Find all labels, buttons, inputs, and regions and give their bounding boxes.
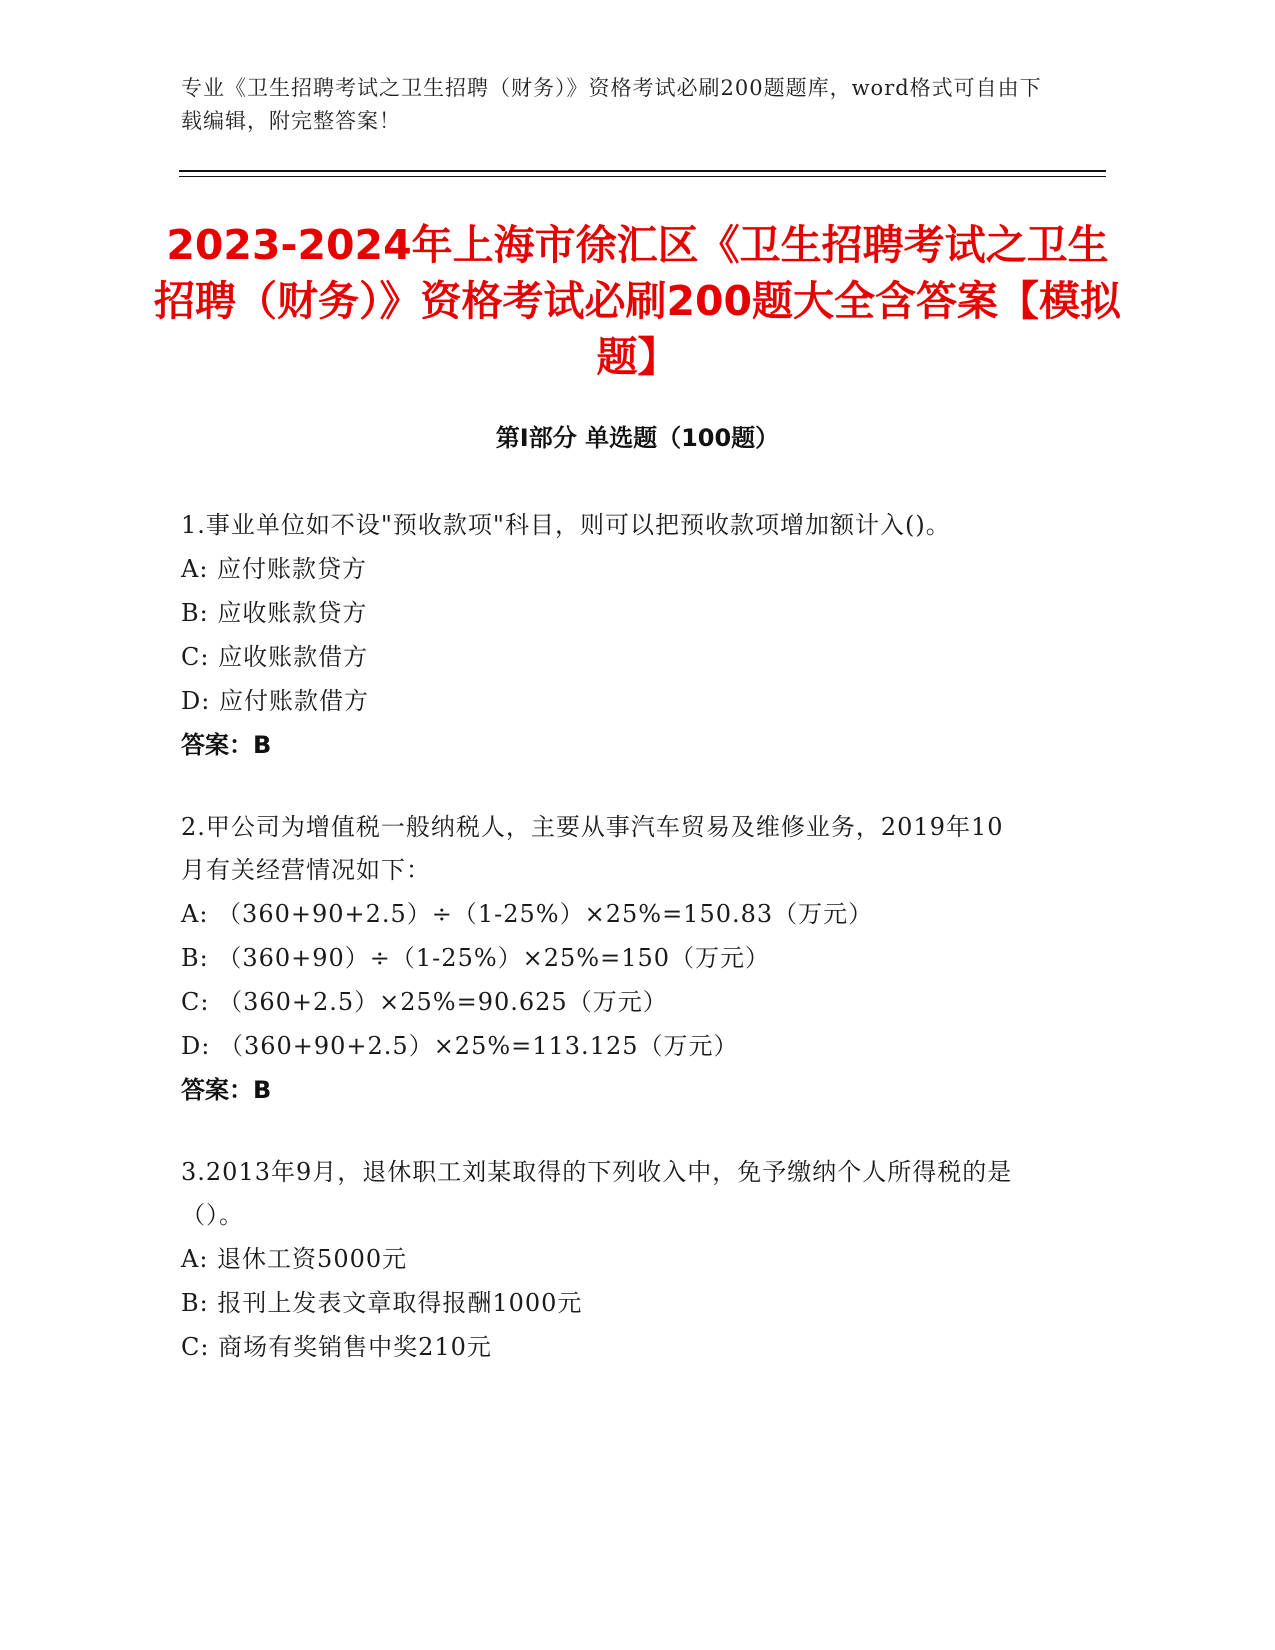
document-title: 2023-2024年上海市徐汇区《卫生招聘考试之卫生招聘（财务）》资格考试必刷200题大全含答案【模拟题】	[153, 221, 1122, 381]
answer-line: 答案：B	[181, 1076, 272, 1104]
question-item-1	[181, 504, 1021, 767]
question-stem: 3.2013年9月，退休职工刘某取得的下列收入中，免予缴纳个人所得税的是（）。	[181, 1158, 1013, 1229]
option-a: A: （360+90+2.5）÷（1-25%）×25%=150.83（万元）	[181, 900, 874, 928]
option-a: A: 退休工资5000元	[181, 1245, 408, 1273]
header-divider-thin	[179, 176, 1106, 177]
option-c: C: 应收账款借方	[181, 643, 369, 671]
option-d: D: （360+90+2.5）×25%=113.125（万元）	[181, 1032, 739, 1060]
option-c: C: 商场有奖销售中奖210元	[181, 1333, 492, 1361]
option-b: B: 报刊上发表文章取得报酬1000元	[181, 1289, 583, 1317]
section-title: 第I部分 单选题（100题）	[495, 424, 780, 452]
header-note: 专业《卫生招聘考试之卫生招聘（财务）》资格考试必刷200题题库，word格式可自由下载编辑，附完整答案！	[181, 76, 1042, 133]
option-a: A: 应付账款贷方	[181, 555, 368, 583]
option-b: B: （360+90）÷（1-25%）×25%=150（万元）	[181, 944, 771, 972]
option-b: B: 应收账款贷方	[181, 599, 368, 627]
question-list	[181, 504, 1021, 1408]
option-c: C: （360+2.5）×25%=90.625（万元）	[181, 988, 668, 1016]
question-stem: 1.事业单位如不设"预收款项"科目，则可以把预收款项增加额计入()。	[181, 511, 951, 539]
question-item-3	[181, 1151, 1021, 1369]
option-d: D: 应付账款借方	[181, 687, 369, 715]
answer-line: 答案：B	[181, 731, 272, 759]
question-stem: 2.甲公司为增值税一般纳税人，主要从事汽车贸易及维修业务，2019年10月有关经营情况如下：	[181, 813, 1004, 884]
header-divider-thick	[179, 170, 1106, 172]
question-item-2	[181, 806, 1021, 1112]
